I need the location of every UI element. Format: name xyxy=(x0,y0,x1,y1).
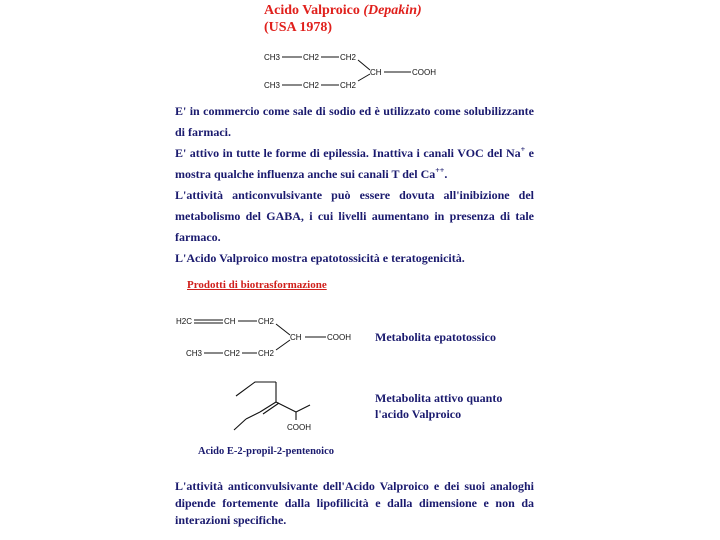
m1-top-3: CH2 xyxy=(258,317,275,326)
conclusion-text: L'attività anticonvulsivante dell'Acido Valproico e dei suoi analoghi dipende fortemente dalla lipofilicità e dalla dimensione e non da interazioni specifiche. xyxy=(175,479,534,527)
m1-center: CH xyxy=(290,333,302,342)
vpa-top-2: CH2 xyxy=(303,53,320,62)
ca-charge: ++ xyxy=(435,166,445,175)
description xyxy=(175,101,534,269)
drug-origin: (USA 1978) xyxy=(264,20,333,35)
m1-top-2: CH xyxy=(224,317,236,326)
m1-bottom-2: CH2 xyxy=(224,349,241,358)
vpa-top-1: CH3 xyxy=(264,53,281,62)
page-title xyxy=(264,2,422,36)
vpa-top-3: CH2 xyxy=(340,53,357,62)
metabolite2-caption: Acido E-2-propil-2-pentenoico xyxy=(198,446,335,457)
m2-acid: COOH xyxy=(287,423,311,432)
vpa-bottom-2: CH2 xyxy=(303,81,320,90)
p2-part-b: e mostra qualche influenza anche sui canali T del Ca xyxy=(175,146,534,181)
section-title: Prodotti di biotrasformazione xyxy=(187,279,327,291)
description-p1: E' in commercio come sale di sodio ed è utilizzato come solubilizzante di farmaci. xyxy=(175,104,534,139)
metabolite1-label: Metabolita epatotossico xyxy=(375,330,496,344)
m1-top-1: H2C xyxy=(176,317,193,326)
vpa-center: CH xyxy=(370,68,382,77)
description-p2 xyxy=(175,143,534,185)
vpa-bottom-1: CH3 xyxy=(264,81,281,90)
vpa-bottom-3: CH2 xyxy=(340,81,357,90)
metabolite1-structure xyxy=(172,312,357,360)
metabolite2-structure xyxy=(230,372,330,434)
drug-name: Acido Valproico xyxy=(264,3,360,18)
p2-part-c: . xyxy=(444,167,448,181)
vpa-acid: COOH xyxy=(412,68,436,77)
m1-bottom-1: CH3 xyxy=(186,349,203,358)
na-charge: + xyxy=(520,145,526,154)
valproic-acid-structure xyxy=(260,48,440,96)
metabolite2-label: Metabolita attivo quanto l'acido Valproico xyxy=(375,391,503,421)
description-p4: L'Acido Valproico mostra epatotossicità e teratogenicità. xyxy=(175,251,465,265)
description-p3: L'attività anticonvulsivante può essere dovuta all'inibizione del metabolismo del GABA, i cui livelli aumentano in presenza di tale farmaco. xyxy=(175,188,534,244)
p2-part-a: E' attivo in tutte le forme di epilessia. Inattiva i canali VOC del Na xyxy=(175,146,521,160)
drug-brand: (Depakin) xyxy=(363,3,422,18)
m1-bottom-3: CH2 xyxy=(258,349,275,358)
conclusion xyxy=(175,478,534,529)
m1-acid: COOH xyxy=(327,333,351,342)
